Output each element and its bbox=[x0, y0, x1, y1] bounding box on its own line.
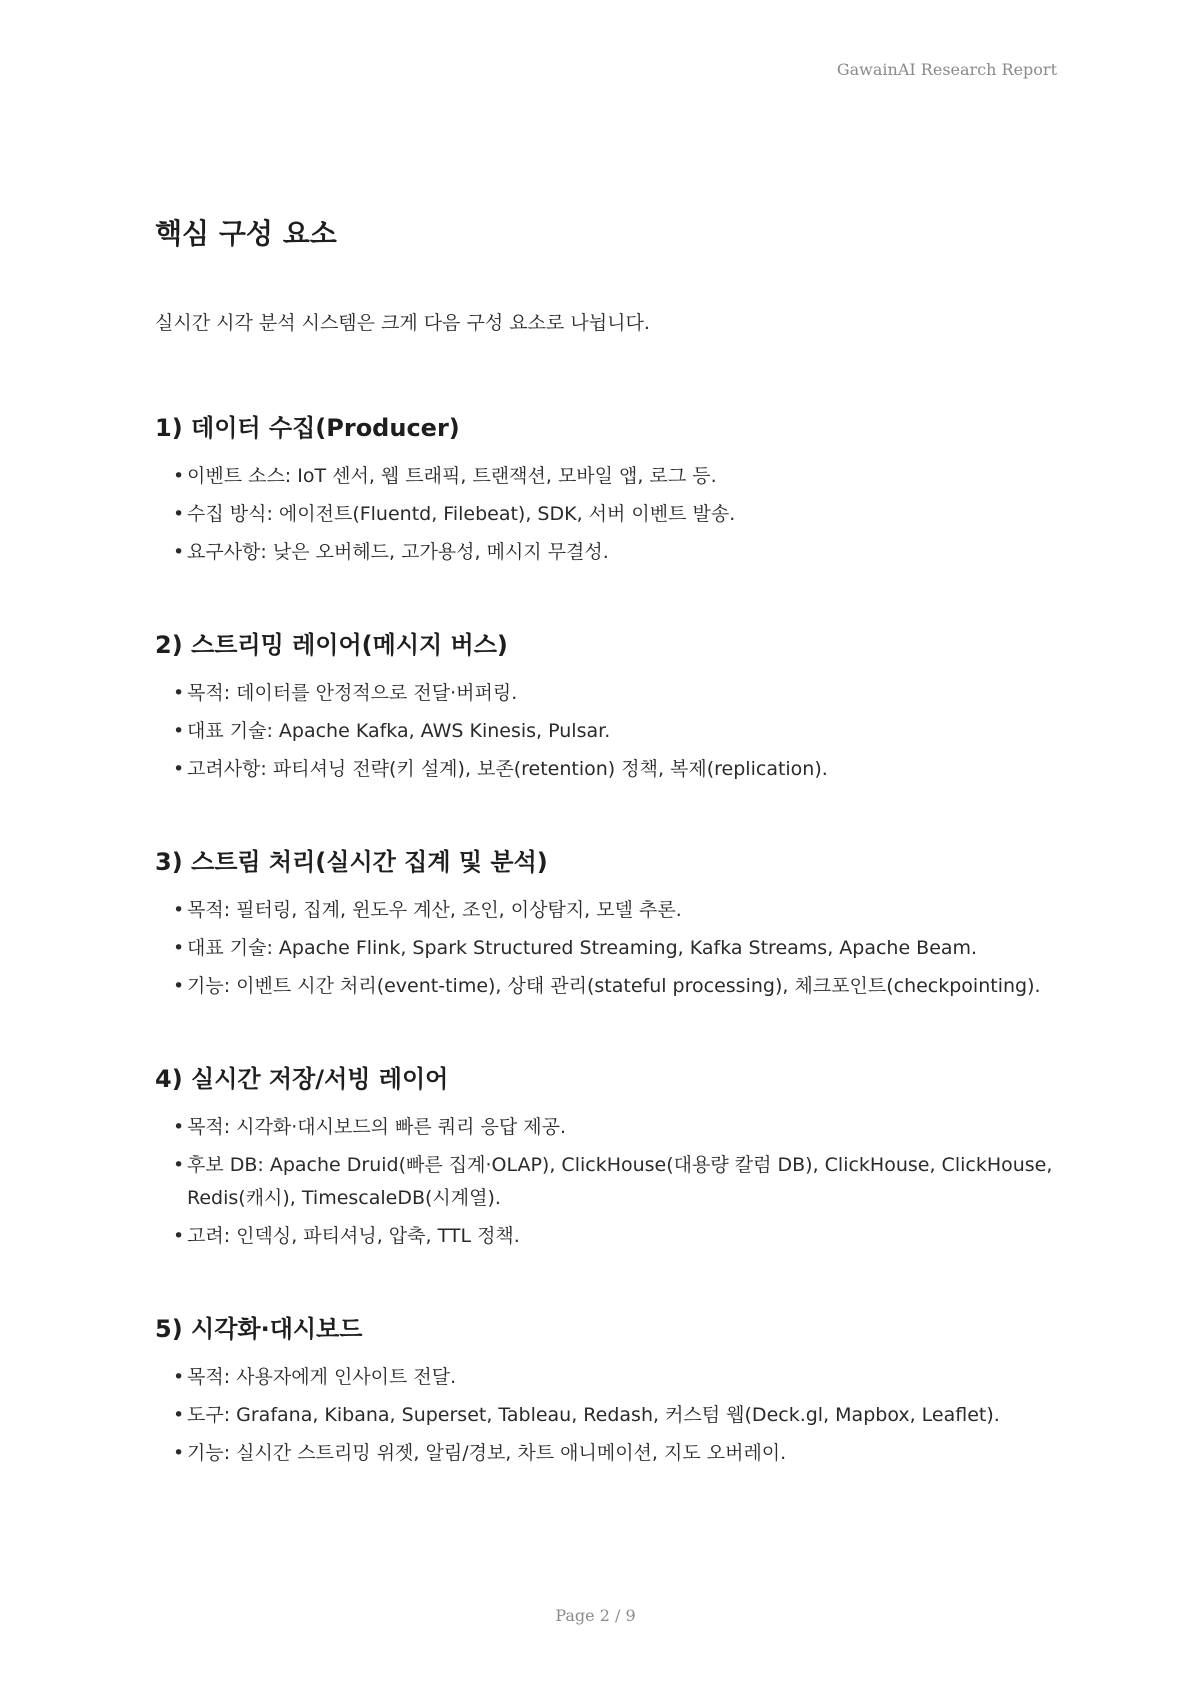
page-title: 핵심 구성 요소 bbox=[155, 217, 337, 250]
list-item bbox=[173, 677, 1055, 710]
list-item bbox=[173, 1220, 1055, 1253]
list-item-text: 목적: 시각화·대시보드의 빠른 쿼리 응답 제공. bbox=[187, 1116, 567, 1138]
list-item bbox=[173, 753, 1055, 786]
list-item bbox=[173, 460, 1055, 493]
bullet-icon: • bbox=[173, 465, 185, 487]
section-stream-processing bbox=[155, 844, 1055, 1003]
bullet-icon: • bbox=[173, 937, 185, 959]
section-heading: 4) 실시간 저장/서빙 레이어 bbox=[155, 1065, 449, 1093]
list-item bbox=[173, 1437, 1055, 1470]
list-item-text: 목적: 필터링, 집계, 윈도우 계산, 조인, 이상탐지, 모델 추론. bbox=[187, 899, 682, 921]
running-header: GawainAI Research Report bbox=[836, 60, 1057, 79]
list-item bbox=[173, 970, 1055, 1003]
page-number: Page 2 / 9 bbox=[555, 1606, 636, 1625]
list-item-text: 고려: 인덱싱, 파티셔닝, 압축, TTL 정책. bbox=[187, 1225, 520, 1247]
list-item-text: 이벤트 소스: IoT 센서, 웹 트래픽, 트랜잭션, 모바일 앱, 로그 등. bbox=[187, 465, 717, 487]
section-visualization bbox=[155, 1311, 1055, 1470]
list-item bbox=[173, 1149, 1055, 1215]
list-item-text: 기능: 이벤트 시간 처리(event-time), 상태 관리(stateful processing), 체크포인트(checkpointing). bbox=[187, 975, 1041, 997]
list-item bbox=[173, 1361, 1055, 1394]
bullet-list bbox=[155, 1361, 1055, 1470]
list-item bbox=[173, 932, 1055, 965]
bullet-icon: • bbox=[173, 541, 185, 563]
list-item-text: 목적: 사용자에게 인사이트 전달. bbox=[187, 1366, 457, 1388]
bullet-icon: • bbox=[173, 1442, 185, 1464]
intro-paragraph: 실시간 시각 분석 시스템은 크게 다음 구성 요소로 나뉩니다. bbox=[155, 312, 650, 334]
bullet-icon: • bbox=[173, 720, 185, 742]
document-body bbox=[155, 212, 1055, 1528]
list-item-text: 도구: Grafana, Kibana, Superset, Tableau, Redash, 커스텀 웹(Deck.gl, Mapbox, Leaflet). bbox=[187, 1404, 1000, 1426]
section-heading: 2) 스트리밍 레이어(메시지 버스) bbox=[155, 631, 508, 659]
list-item-text: 목적: 데이터를 안정적으로 전달·버퍼링. bbox=[187, 682, 518, 704]
list-item bbox=[173, 1111, 1055, 1144]
list-item bbox=[173, 1399, 1055, 1432]
bullet-list bbox=[155, 677, 1055, 786]
bullet-list bbox=[155, 460, 1055, 569]
list-item bbox=[173, 894, 1055, 927]
bullet-list bbox=[155, 1111, 1055, 1253]
list-item-text: 기능: 실시간 스트리밍 위젯, 알림/경보, 차트 애니메이션, 지도 오버레이. bbox=[187, 1442, 787, 1464]
list-item-text: 고려사항: 파티셔닝 전략(키 설계), 보존(retention) 정책, 복제(replication). bbox=[187, 758, 828, 780]
list-item-text: 대표 기술: Apache Flink, Spark Structured Streaming, Kafka Streams, Apache Beam. bbox=[187, 937, 978, 959]
bullet-icon: • bbox=[173, 1225, 185, 1247]
section-producer bbox=[155, 410, 1055, 569]
bullet-icon: • bbox=[173, 975, 185, 997]
bullet-icon: • bbox=[173, 1116, 185, 1138]
section-heading: 3) 스트림 처리(실시간 집계 및 분석) bbox=[155, 848, 548, 876]
bullet-icon: • bbox=[173, 899, 185, 921]
list-item-text: 요구사항: 낮은 오버헤드, 고가용성, 메시지 무결성. bbox=[187, 541, 609, 563]
section-heading: 5) 시각화·대시보드 bbox=[155, 1315, 363, 1343]
list-item bbox=[173, 498, 1055, 531]
list-item-text: 대표 기술: Apache Kafka, AWS Kinesis, Pulsar. bbox=[187, 720, 611, 742]
bullet-icon: • bbox=[173, 1154, 185, 1176]
list-item-text: 수집 방식: 에이전트(Fluentd, Filebeat), SDK, 서버 이벤트 발송. bbox=[187, 503, 736, 525]
list-item-text: 후보 DB: Apache Druid(빠른 집계·OLAP), ClickHouse(대용량 칼럼 DB), ClickHouse, ClickHouse, Redis(캐시), TimescaleDB(시계열). bbox=[187, 1154, 1053, 1209]
section-serving-layer bbox=[155, 1061, 1055, 1253]
list-item bbox=[173, 715, 1055, 748]
list-item bbox=[173, 536, 1055, 569]
bullet-icon: • bbox=[173, 1404, 185, 1426]
bullet-icon: • bbox=[173, 758, 185, 780]
bullet-list bbox=[155, 894, 1055, 1003]
section-streaming-layer bbox=[155, 627, 1055, 786]
section-heading: 1) 데이터 수집(Producer) bbox=[155, 414, 460, 442]
bullet-icon: • bbox=[173, 682, 185, 704]
bullet-icon: • bbox=[173, 1366, 185, 1388]
bullet-icon: • bbox=[173, 503, 185, 525]
